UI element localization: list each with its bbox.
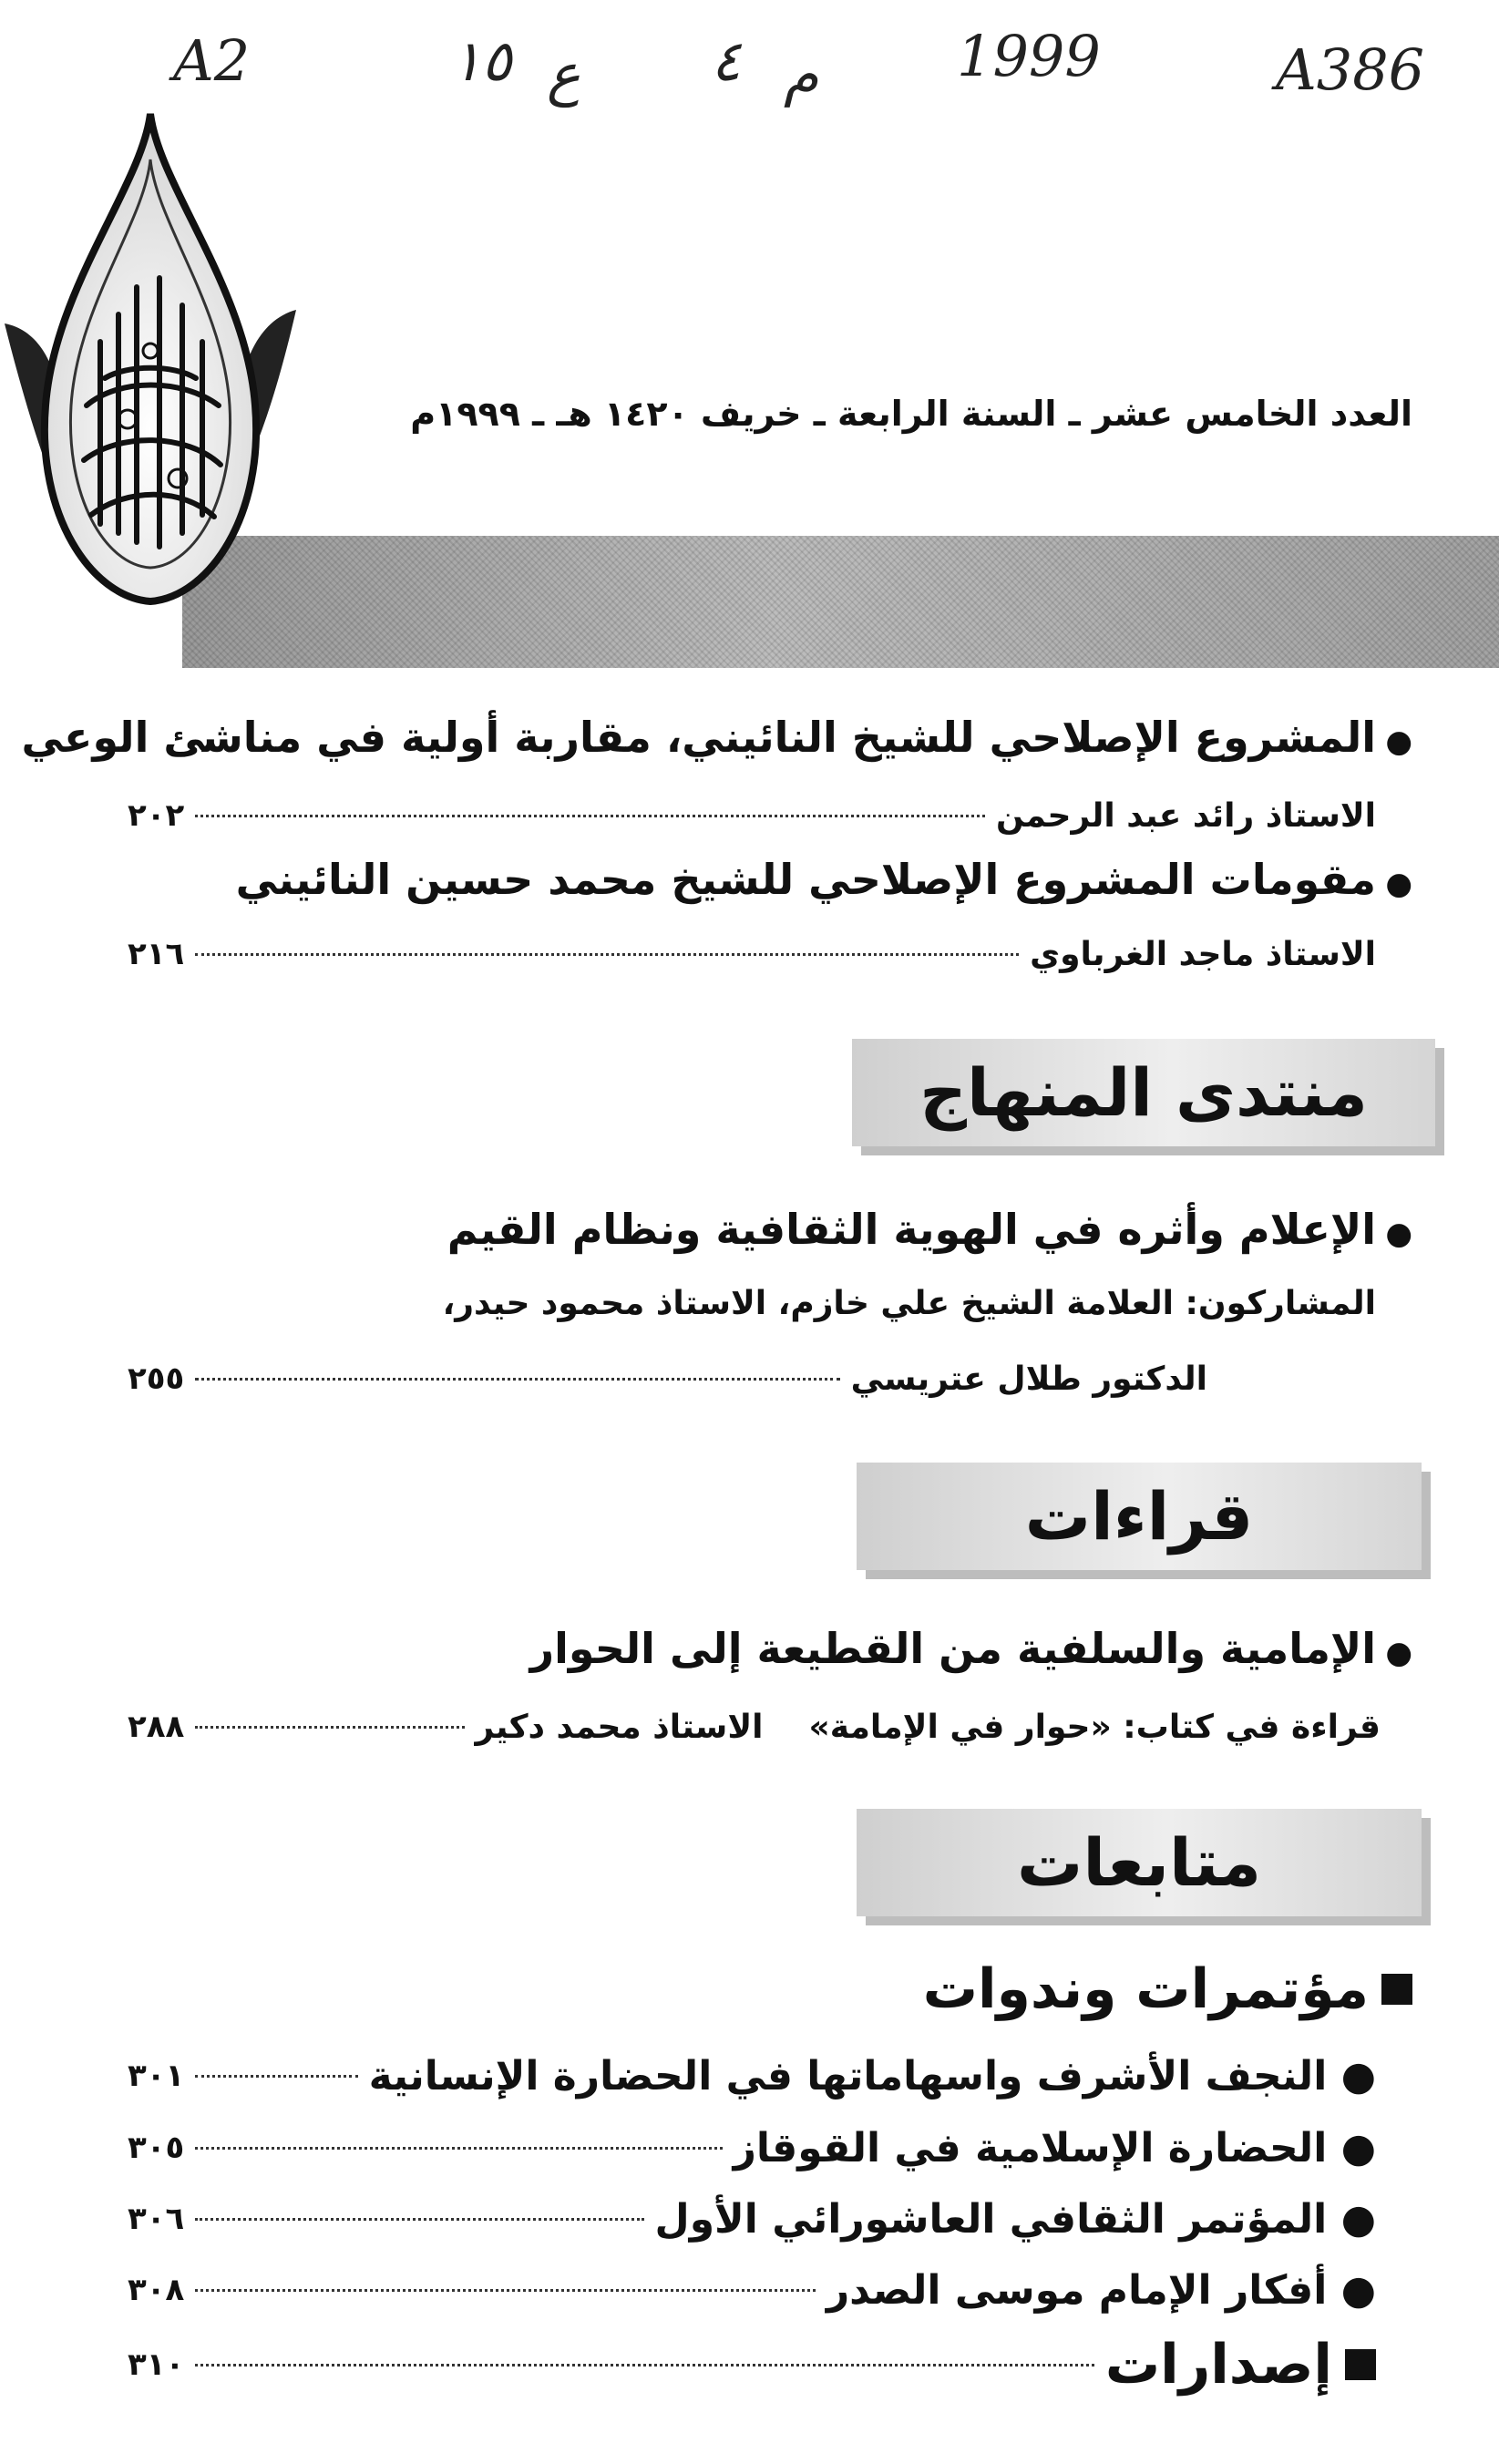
- bullet-icon: ●: [1385, 1635, 1412, 1671]
- toc-row: [128, 2053, 1376, 2099]
- toc-row: [128, 2333, 1376, 2397]
- conference-item: ● الحضارة الإسلامية في القوقاز: [733, 2124, 1376, 2171]
- toc-row: [128, 2196, 1376, 2242]
- conference-item: ● المؤتمر الثقافي العاشورائي الأول: [654, 2195, 1376, 2243]
- toc-row: [128, 2125, 1376, 2171]
- section-heading-text: متابعات: [1016, 1824, 1262, 1901]
- page-number: ٣٠٦: [128, 2201, 185, 2237]
- page-number: ٢٥٥: [128, 1360, 185, 1397]
- issue-line: العدد الخامس عشر ـ السنة الرابعة ـ خريف ١٤٢٠ هـ ـ ١٩٩٩م: [410, 394, 1412, 434]
- section-heading-followups: [857, 1809, 1422, 1916]
- square-bullet-icon: [1345, 2349, 1376, 2380]
- page-number: ٣٠١: [128, 2058, 185, 2094]
- forum-participant: الدكتور طلال عتريسي: [850, 1360, 1207, 1398]
- section-heading-text: منتدى المنهاج: [919, 1054, 1368, 1131]
- conferences-heading: [923, 1957, 1412, 2021]
- page-number: ٢٨٨: [128, 1709, 185, 1745]
- page-number: ٣١٠: [128, 2346, 185, 2383]
- leader-dots: [195, 2364, 1094, 2366]
- bullet-icon: ●: [1385, 866, 1412, 902]
- forum-participants: المشاركون: العلامة الشيخ علي خازم، الاستاذ محمود حيدر،: [442, 1285, 1376, 1322]
- leader-dots: [195, 815, 985, 817]
- readings-author: الاستاذ محمد دكير: [475, 1708, 764, 1746]
- article-title: مقومات المشروع الإصلاحي للشيخ محمد حسين النائيني: [235, 855, 1376, 904]
- leader-dots: [195, 2289, 816, 2292]
- article-author: الاستاذ رائد عبد الرحمن: [995, 796, 1376, 835]
- square-bullet-icon: [1381, 1974, 1412, 2005]
- toc-row: [128, 931, 1376, 977]
- bullet-icon: ●: [1385, 724, 1412, 760]
- page-number: ٢١٦: [128, 936, 185, 972]
- handwritten-note: م: [784, 41, 819, 108]
- handwritten-note: A2: [173, 27, 251, 94]
- publications-heading: [1105, 2333, 1376, 2397]
- leader-dots: [195, 953, 1019, 956]
- calligraphy-emblem-icon: [0, 105, 301, 615]
- handwritten-note: 1999: [957, 23, 1101, 89]
- page-number: ٢٠٢: [128, 797, 185, 834]
- leader-dots: [195, 1726, 464, 1729]
- conference-item: ● النجف الأشرف واسهاماتها في الحضارة الإنسانية: [368, 2052, 1376, 2100]
- conferences-heading-text: مؤتمرات وندوات: [922, 1957, 1369, 2021]
- conference-item: ● أفكار الإمام موسى الصدر: [826, 2266, 1376, 2314]
- section-heading-readings: [857, 1463, 1422, 1570]
- readings-title: الإمامية والسلفية من القطيعة إلى الحوار: [529, 1624, 1376, 1673]
- handwritten-note: A386: [1276, 36, 1425, 103]
- bullet-icon: ●: [1385, 1216, 1412, 1252]
- handwritten-note: ٤: [711, 27, 742, 94]
- leader-dots: [195, 1378, 839, 1381]
- toc-row: [128, 1704, 1381, 1750]
- toc-row: [128, 2267, 1376, 2313]
- page-number: ٣٠٥: [128, 2130, 185, 2166]
- forum-title: الإعلام وأثره في الهوية الثقافية ونظام القيم: [447, 1205, 1376, 1254]
- article-author: الاستاذ ماجد الغرباوي: [1030, 935, 1376, 973]
- header-banner: [182, 536, 1499, 668]
- toc-row: [128, 793, 1376, 838]
- article-title: المشروع الإصلاحي للشيخ النائيني، مقاربة أولية في مناشئ الوعي: [21, 713, 1376, 762]
- leader-dots: [195, 2147, 722, 2150]
- leader-dots: [195, 2075, 357, 2078]
- section-heading-forum: [852, 1039, 1435, 1146]
- book-note: قراءة في كتاب: «حوار في الإمامة»: [808, 1708, 1381, 1746]
- handwritten-note: ع: [547, 41, 580, 108]
- toc-row: [128, 1356, 1207, 1401]
- leader-dots: [195, 2218, 643, 2221]
- publications-heading-text: إصدارات: [1104, 2333, 1332, 2397]
- section-heading-text: قراءات: [1024, 1478, 1254, 1555]
- page-number: ٣٠٨: [128, 2272, 185, 2308]
- handwritten-note: ١٥: [451, 27, 512, 94]
